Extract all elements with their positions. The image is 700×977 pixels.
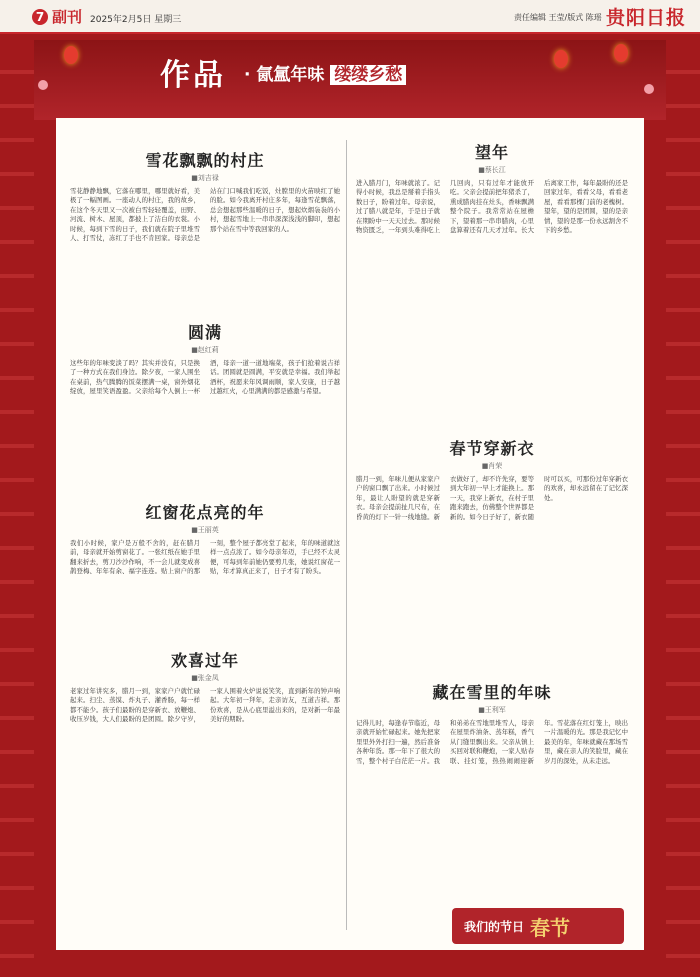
article-body: 老家过年讲究多，腊月一到，家家户户就忙碌起来。扫尘、蒸馍、炸丸子、灌香肠，每一样都不能少。孩子们最盼的是穿新衣、放鞭炮、收压岁钱，大人们最盼的是团圆。除夕守岁，一家人围着火炉说说笑笑，直到新年的钟声响起。大年初一拜年，走亲访友，互道吉祥。那份欢喜，是从心底里溢出来的，是对新一年最美好的期盼。 — [70, 687, 340, 724]
article-author: ■王丽英 — [191, 526, 219, 534]
article-body: 记得儿时，每逢春节临近，母亲就开始忙碌起来。她先把家里里外外打扫一遍，然后准备各种年货。那一年下了很大的雪，整个村子白茫茫一片。我和弟弟在雪地里堆雪人，母亲在屋里炸油条、蒸年糕，香气从门缝里飘出来。父亲从镇上买回对联和鞭炮，一家人贴春联、挂灯笼，热热闹闹迎新年。雪花落在红灯笼上，映出一片温暖的光。那是我记忆中最美的年，年味就藏在那场雪里，藏在亲人的笑脸里，藏在岁月的深处，从未走远。 — [356, 719, 628, 765]
right-border-decoration — [666, 40, 700, 977]
article-author: ■王利军 — [478, 706, 506, 714]
article-village — [70, 148, 340, 310]
article-title: 红窗花点亮的年 — [145, 503, 265, 522]
article-author: ■张金凤 — [191, 674, 219, 682]
article-yuanman — [70, 320, 340, 492]
article-author: ■肖荣 — [481, 462, 503, 470]
page-header — [0, 0, 700, 34]
article-huannian — [70, 648, 340, 938]
festival-banner-text: 我们的节日 — [464, 919, 525, 934]
article-snow — [356, 680, 628, 902]
article-title: 望年 — [474, 143, 509, 162]
article-body: 腊月一到，年味儿便从家家户户的窗口飘了出来。小时候过年，最让人盼望的就是穿新衣。母亲会提前扯几尺布，在昏黄的灯下一针一线地缝。新衣做好了，却不许先穿，要等到大年初一早上才能换上。那一天，我穿上新衣，在村子里跑来跑去，仿佛整个世界都是新的。如今日子好了，新衣随时可以买，可那份过年穿新衣的欢喜，却永远留在了记忆深处。 — [356, 475, 628, 521]
article-author: ■刘吉禄 — [191, 174, 219, 182]
article-body: 我们小时候，家户是万般不舍的，赶在腊月前，母亲就开始剪窗花了。一张红纸在她手里翻来折去，剪刀沙沙作响，不一会儿就变成喜鹊登梅、年年有余、福字连连。贴上窗户的那一刻，整个屋子都亮堂了起来，年的味道就这样一点点浓了。如今母亲年迈，手已经不太灵便，可每到年前她仍要剪几张，她说红窗花一贴，年才算真正来了，日子才有了盼头。 — [70, 539, 340, 576]
issue-date: 2025年2月5日 星期三 — [90, 15, 182, 25]
editor-credits: 责任编辑 王莹/版式 陈瑶 — [514, 13, 602, 22]
left-border-decoration — [0, 40, 34, 977]
article-body: 雪花静静地飘，它落在哪里，哪里就好看，美极了一幅图画。一座动人的村庄，我的故乡，在这个冬天里又一次被白雪轻轻覆盖，田野、河流、树木、屋顶，都披上了洁白的衣裳。小时候，每到下雪的日子，我们就在院子里堆雪人、打雪仗，冻红了手也不肯回家。母亲总是站在门口喊我们吃饭，灶膛里的火苗映红了她的脸。如今我离开村庄多年，每逢雪花飘落，总会想起那些温暖的日子，想起炊烟袅袅的小村，想起雪地上一串串深深浅浅的脚印，想起那个站在雪中等我回家的人。 — [70, 187, 340, 243]
newspaper-logo: 贵阳日报 — [606, 7, 687, 29]
article-title: 春节穿新衣 — [449, 439, 535, 458]
article-title: 欢喜过年 — [170, 651, 239, 670]
article-spring — [356, 436, 628, 672]
article-body: 这些年的年味变淡了吗？其实并没有，只是换了一种方式在我们身边。除夕夜，一家人围坐在桌前，热气腾腾的饭菜摆满一桌，窗外烟花绽放，屋里笑语盈盈。父亲给每个人倒上一杯酒，母亲一道一道地端菜，孩子们抢着说吉祥话。团圆就是圆满，平安就是幸福。我们举起酒杯，祝愿来年风调雨顺，家人安康，日子越过越红火，心里满满的都是感激与希望。 — [70, 359, 340, 396]
article-author: ■赵红莉 — [191, 346, 219, 354]
lantern-icon — [554, 50, 568, 68]
plum-blossom-icon — [644, 84, 654, 94]
lantern-icon — [614, 44, 628, 62]
column-divider — [346, 140, 347, 930]
article-author: ■蔡长江 — [478, 166, 506, 174]
festival-banner-spring: 春节 — [530, 915, 571, 940]
plum-blossom-icon — [38, 80, 48, 90]
article-title: 圆满 — [187, 323, 222, 342]
festival-banner — [452, 908, 624, 944]
section-name: 副刊 — [52, 8, 83, 26]
page-number: 7 — [32, 9, 48, 25]
article-body: 进入腊月门，年味就浓了。记得小时候，我总是掰着手指头数日子，盼着过年。母亲说，过了腊八就是年，于是日子就在期盼中一天天过去。那时候物资匮乏，一年到头难得吃上几回肉，只有过年才能放开吃。父亲会提前把年猪杀了，熏成腊肉挂在灶头，香味飘满整个院子。我常常站在屋檐下，望着那一串串腊肉，心里盘算着还有几天才过年。长大后离家工作，每年最盼的还是回家过年，看看父母，看看老屋，看看那棵门前的老槐树。望年，望的是团圆，望的是亲情，望的是那一份永远割舍不下的乡愁。 — [356, 179, 628, 235]
article-lantern — [70, 500, 340, 620]
banner-title: 作品 — [160, 58, 226, 93]
banner-subtitle — [244, 60, 406, 85]
banner-subtitle-a: · 氤氲年味 — [244, 65, 325, 85]
banner-subtitle-b: 缕缕乡愁 — [330, 65, 406, 85]
article-title: 雪花飘飘的村庄 — [145, 151, 265, 170]
article-title: 藏在雪里的年味 — [432, 683, 552, 702]
page-number-block — [32, 6, 82, 27]
lantern-icon — [64, 46, 78, 64]
article-wangnian — [356, 140, 628, 430]
